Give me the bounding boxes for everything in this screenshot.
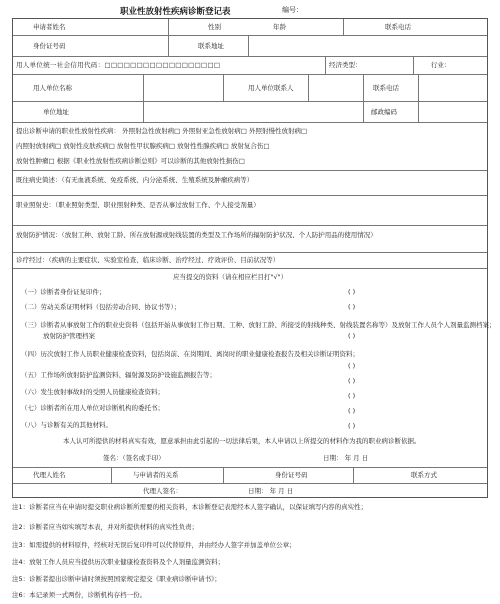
material-item-3-cont: 放射防护管理档案 xyxy=(43,332,95,340)
material-check-5[interactable]: ( ) xyxy=(348,377,356,385)
row-treatment: 诊疗经过：（疾病的主要症状、实验室检查、临床诊断、治疗经过、疗效评价、目前状况等） xyxy=(13,253,487,269)
label-zip: 邮政编码 xyxy=(371,108,397,116)
materials-section xyxy=(13,269,496,468)
material-item-2: （二）劳动关系证明材料（包括劳动合同、协议书等）； xyxy=(21,303,181,311)
row-medical-history: 既往病史简述：（有无血液系统、免疫系统、内分泌系统、生殖系统及肿瘤疾病等） xyxy=(13,171,487,196)
material-item-7: （七）诊断者所在用人单位对诊断机构的委托书； xyxy=(21,404,164,412)
material-check-8[interactable]: ( ) xyxy=(348,422,356,430)
page-title: 职业性放射性疾病诊断登记表 xyxy=(120,7,231,17)
row-unit-address xyxy=(13,102,487,123)
label-contact: 联系方式 xyxy=(411,471,437,479)
materials-title: 应当提交的资料（请在相应栏目打"√"） xyxy=(173,273,288,281)
row-protection: 放射防护情况：（放射工种、放射工龄、所在放射源或射线装置的类型及工作场所的辐射防护状况、个人防护用品的使用情况） xyxy=(13,226,487,253)
note-1: 注1：诊断者应当在申请时提交职业病诊断所需要的相关资料，本诊断登记表需经本人签字确认，以保证填写内容的真实性； xyxy=(12,503,368,511)
row-id xyxy=(13,36,487,57)
material-check-2[interactable]: ( ) xyxy=(348,303,356,311)
row-unit-name xyxy=(13,75,487,102)
material-item-3: （三）诊断者从事放射工作的职业史资料（包括开始从事放射工作日期、工种、放射工龄、所接受的射线种类、射线装置名称等）及放射工作人员个人剂量监测档案； xyxy=(21,321,496,329)
row-unit-code xyxy=(13,57,487,75)
note-6: 注6：本记录须一式两份，诊断机构存档一份。 xyxy=(12,591,147,599)
diagnosis-options xyxy=(13,123,487,171)
material-check-3[interactable]: ( ) xyxy=(348,332,356,340)
label-gender: 性别 xyxy=(208,23,221,31)
header xyxy=(0,5,500,19)
note-2: 注2：诊断者应当如实填写本表，并对所提供材料的真实性负责； xyxy=(12,523,199,531)
code-label: 编号： xyxy=(282,6,303,14)
label-unit-code: 用人单位统一社会信用代码：□□□□□□□□□□□□□□□□□□ xyxy=(16,61,221,69)
registration-form xyxy=(12,18,496,498)
label-phone: 联系电话 xyxy=(385,23,411,31)
label-unit-address: 单位地址 xyxy=(43,108,69,116)
material-check-7[interactable]: ( ) xyxy=(348,407,356,415)
row-agent-sign xyxy=(13,484,487,498)
note-5: 注5：诊断者提出诊断申请时须按照国家规定提交《职业病诊断申请书》； xyxy=(12,575,221,583)
label-unit-contact: 用人单位联系人 xyxy=(248,84,294,92)
row-exposure-history: 职业照射史：（职业照射类型、职业照射种类、是否从事过放射工作、个人接受剂量） xyxy=(13,196,487,226)
material-item-1: （一）诊断者身份证复印件； xyxy=(21,288,106,296)
diagnosis-line-1: 提出诊断申请的职业性放射性疾病： 外照射急性放射病□ 外照射亚急性放射病□ 外照射慢性放射病□ xyxy=(16,127,308,135)
agent-sign-date: 日期： 年 月 日 xyxy=(248,487,294,495)
label-age: 年龄 xyxy=(273,23,286,31)
declaration: 本人认可所提供的材料真实有效，愿意承担由此引起的一切法律后果，本人申请以上所提交的材料作为我的职业病诊断依据。 xyxy=(63,437,421,445)
label-id: 身份证号码 xyxy=(33,42,66,50)
label-industry: 行业： xyxy=(431,61,451,69)
diagnosis-line-2: 内照射放射病□ 放射性皮肤疾病□ 放射性甲状腺疾病□ 放射性性腺疾病□ 放射复合伤□ xyxy=(16,142,270,150)
material-check-1[interactable]: ( ) xyxy=(348,288,356,296)
row-personal xyxy=(13,19,487,36)
label-relation: 与申请者的关系 xyxy=(133,471,179,479)
material-item-4: （四）历次放射工作人员职业健康检查资料，包括岗前、在岗期间、离岗时的职业健康检查报告及相关诊断证明资料； xyxy=(21,350,359,358)
label-contact-address: 联系地址 xyxy=(198,42,224,50)
material-check-6[interactable]: ( ) xyxy=(348,392,356,400)
label-agent-name: 代理人姓名 xyxy=(33,471,66,479)
label-id-number: 身份证号码 xyxy=(275,471,308,479)
label-name: 申请者姓名 xyxy=(33,23,66,31)
material-check-4[interactable]: ( ) xyxy=(348,362,356,370)
material-item-8: （八）与诊断有关的其他材料。 xyxy=(21,421,112,429)
label-unit-name: 用人单位名称 xyxy=(33,84,72,92)
row-agent xyxy=(13,468,487,484)
material-item-5: （五）工作场所放射防护监测资料、辐射源及防护设施监测报告等； xyxy=(21,371,216,379)
label-economy-type: 经济类型： xyxy=(329,61,362,69)
diagnosis-line-3: 放射性肿瘤□ 根据《职业性放射性疾病诊断总则》可以诊断的其他放射性损伤□ xyxy=(16,157,245,165)
signature-label: 签名：（签名或手印） xyxy=(103,454,165,462)
label-contact-phone: 联系电话 xyxy=(373,84,399,92)
note-4: 注4：放射工作人员应当提供历次职业健康检查资料及个人剂量监测资料； xyxy=(12,558,225,566)
signature-date: 日期： 年 月 日 xyxy=(323,454,369,462)
note-3: 注3：如需提供的材料原件，经核对无误后复印件可以代替原件，并由经办人签字并加盖单位公章； xyxy=(12,541,296,549)
agent-sign-label: 代理人签名： xyxy=(143,487,182,495)
material-item-6: （六）发生放射事故时的受照人员健康检查资料； xyxy=(21,388,164,396)
